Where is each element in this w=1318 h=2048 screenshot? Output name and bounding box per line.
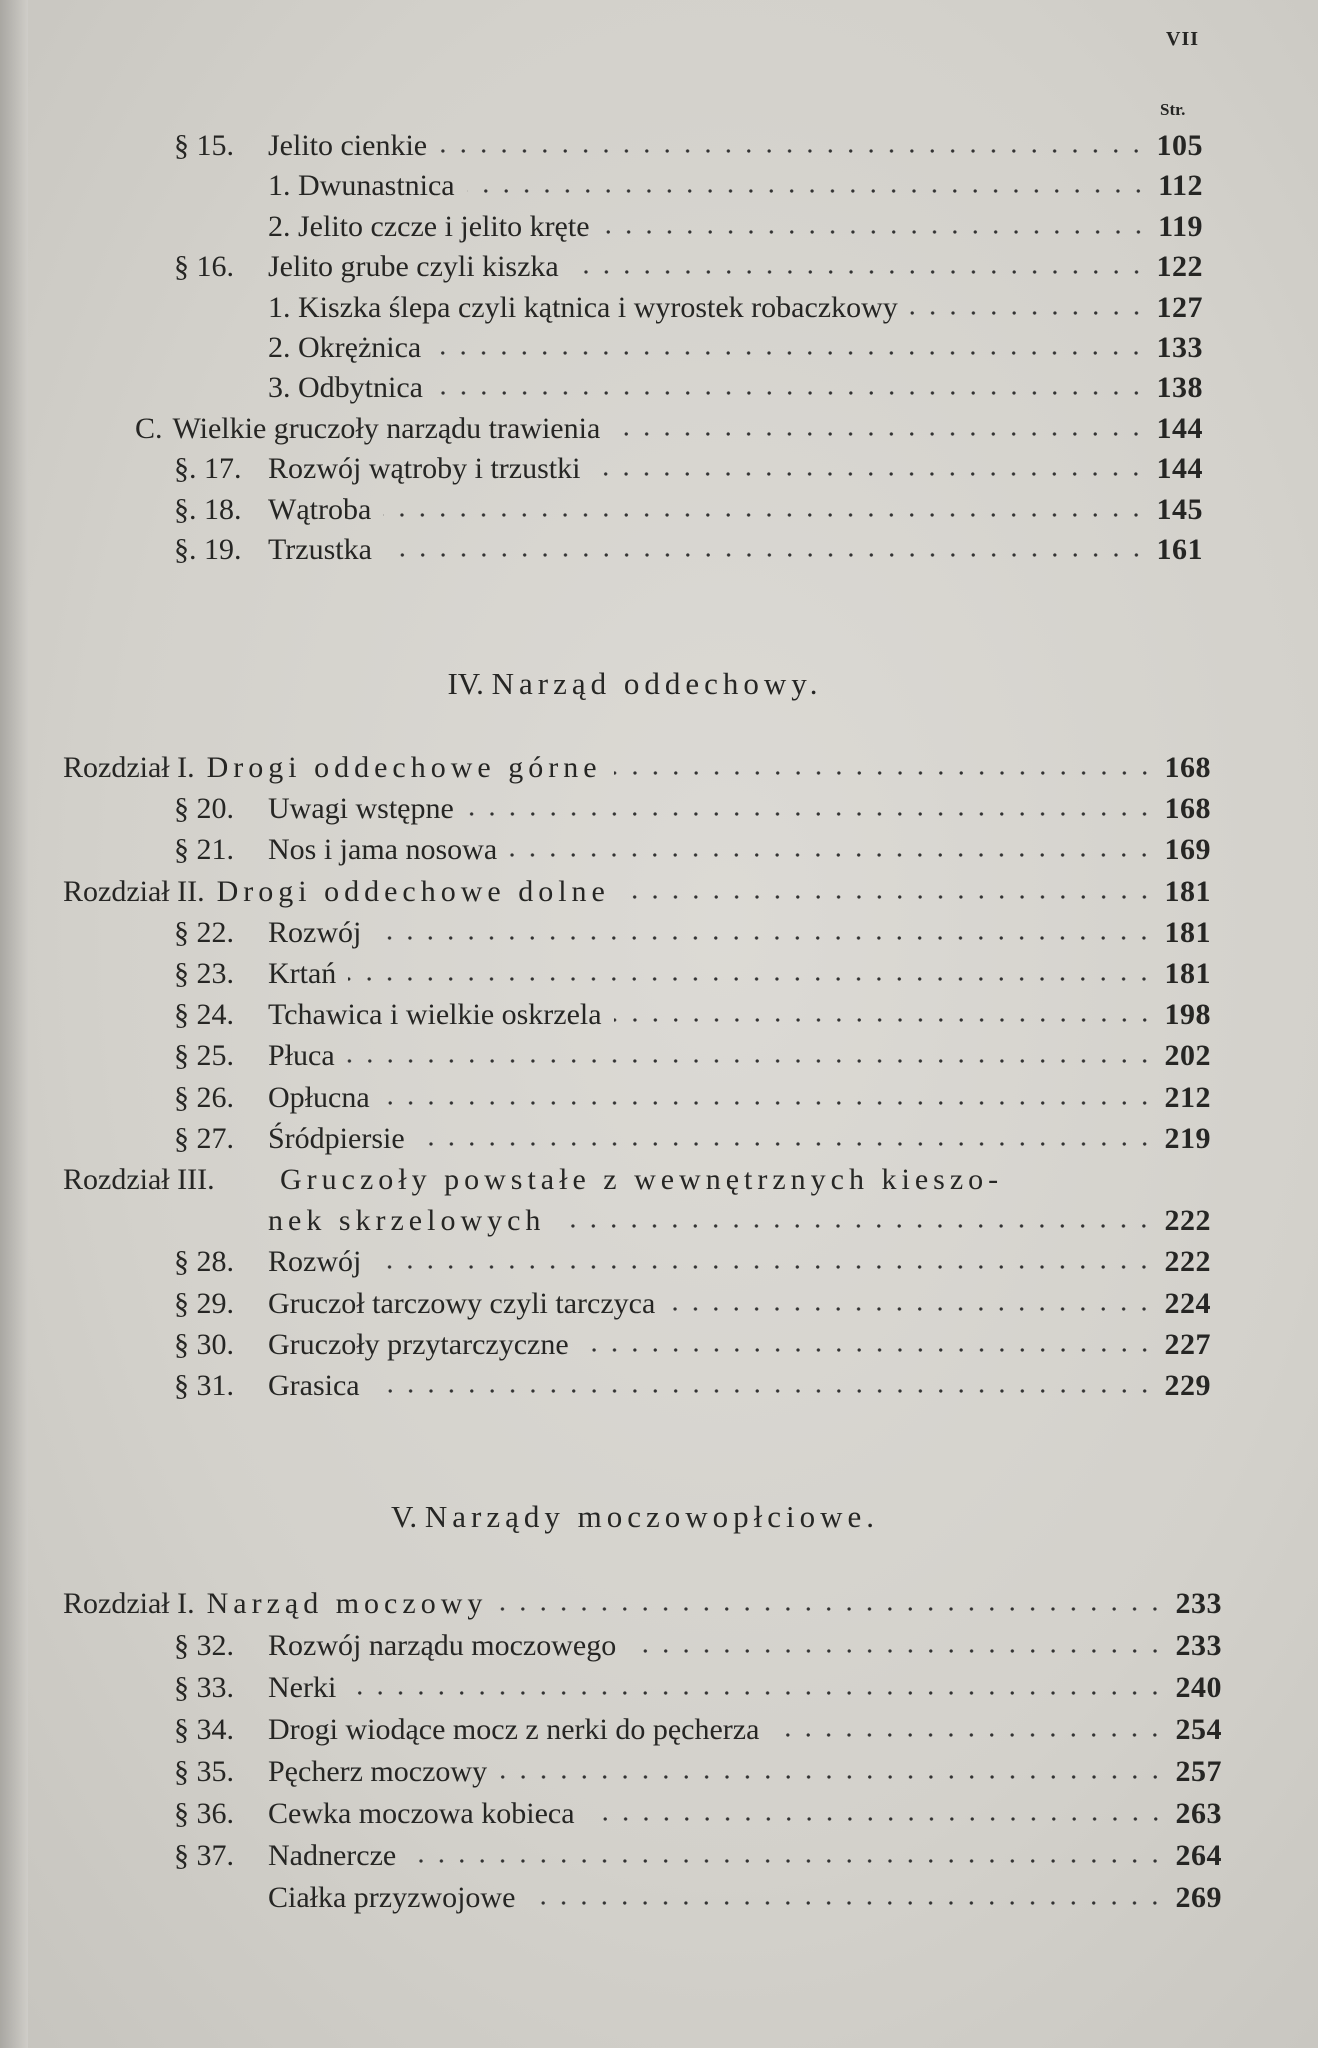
dot-leader — [910, 309, 1147, 317]
toc-entry — [174, 913, 1211, 953]
entry-title: Narząd moczowy — [206, 1587, 488, 1620]
entry-number: § 26. — [174, 1080, 234, 1114]
entry-number: § 30. — [174, 1327, 234, 1361]
entry-title: Opłucna — [268, 1080, 370, 1114]
toc-entry — [174, 1242, 1211, 1282]
dot-leader — [466, 810, 1155, 818]
dot-leader — [435, 389, 1147, 397]
toc-entry — [174, 530, 1203, 570]
toc-entry — [174, 126, 1203, 166]
entry-title: Drogi wiodące mocz z nerki do pęcherza — [268, 1713, 760, 1746]
entry-number: Rozdział III. — [63, 1163, 215, 1196]
entry-page-number: 263 — [1175, 1797, 1222, 1830]
entry-page-number: 105 — [1156, 129, 1203, 162]
entry-page-number: 181 — [1164, 915, 1211, 949]
dot-leader — [509, 851, 1154, 859]
entry-title: 2. Okrężnica — [268, 331, 422, 364]
dot-leader — [383, 511, 1146, 519]
dot-leader — [771, 1731, 1165, 1739]
dot-leader — [417, 1140, 1155, 1148]
entry-page-number: 229 — [1164, 1369, 1211, 1402]
dot-leader — [587, 1815, 1166, 1823]
dot-leader — [612, 430, 1146, 438]
toc-entry — [174, 1119, 1211, 1159]
heading-number: V. — [390, 1499, 418, 1534]
entry-title: Nos i jama nosowa — [268, 833, 498, 867]
toc-entry — [174, 1794, 1222, 1834]
heading-title: Narząd oddechowy. — [491, 666, 823, 701]
entry-number: §. 18. — [174, 492, 242, 526]
entry-number: § 15. — [174, 129, 234, 162]
dot-leader — [499, 1773, 1165, 1781]
toc-entry — [174, 1078, 1211, 1118]
entry-title: Rozwój wątroby i trzustki — [268, 452, 581, 486]
entry-number: § 33. — [174, 1671, 234, 1704]
entry-page-number: 222 — [1164, 1245, 1211, 1279]
entry-number: §. 19. — [174, 533, 242, 566]
toc-entry — [174, 789, 1211, 829]
section-heading-v — [0, 1499, 1270, 1535]
entry-page-number: 168 — [1164, 751, 1211, 784]
entry-page-number: 233 — [1175, 1629, 1222, 1662]
entry-number: § 16. — [174, 250, 234, 284]
dot-leader — [373, 1263, 1154, 1271]
entry-title: Drogi oddechowe górne — [206, 751, 602, 784]
entry-title: 1. Dwunastnica — [268, 169, 455, 203]
entry-title: Rozwój narządu moczowego — [268, 1629, 617, 1662]
entry-title: Nadnercze — [268, 1839, 397, 1872]
entry-number: Rozdział II. — [63, 874, 205, 908]
entry-page-number: 181 — [1164, 957, 1211, 990]
toc-entry — [63, 1160, 1211, 1200]
toc-entry — [135, 409, 1203, 449]
entry-page-number: 219 — [1164, 1121, 1211, 1155]
entry-number: § 24. — [174, 998, 234, 1032]
dot-leader — [348, 975, 1154, 983]
entry-page-number: 133 — [1156, 331, 1203, 364]
entry-title: Trzustka — [268, 533, 372, 566]
dot-leader — [408, 1857, 1165, 1865]
page-column-label: Str. — [1160, 100, 1186, 119]
dot-leader — [373, 934, 1154, 942]
entry-title: Tchawica i wielkie oskrzela — [268, 998, 602, 1032]
dot-leader — [527, 1899, 1165, 1907]
dot-leader — [557, 1222, 1154, 1230]
entry-title: Drogi oddechowe dolne — [216, 874, 610, 908]
dot-leader — [439, 147, 1146, 155]
entry-page-number: 161 — [1156, 533, 1203, 566]
entry-title: Krtań — [268, 957, 337, 990]
toc-entry — [268, 166, 1203, 206]
entry-page-number: 224 — [1164, 1286, 1211, 1320]
entry-number: § 35. — [174, 1755, 234, 1788]
entry-page-number: 122 — [1156, 250, 1203, 284]
entry-page-number: 127 — [1156, 290, 1203, 324]
entry-page-number: 138 — [1156, 371, 1203, 405]
entry-title: Pęcherz moczowy — [268, 1755, 488, 1788]
entry-title: Cewka moczowa kobieca — [268, 1797, 575, 1830]
heading-title: Narządy moczowopłciowe. — [424, 1499, 880, 1534]
toc-entry — [174, 1626, 1222, 1666]
dot-leader — [467, 187, 1149, 195]
toc-entry — [268, 1878, 1222, 1918]
entry-number: §. 17. — [174, 452, 242, 486]
entry-title: Śródpiersie — [268, 1121, 405, 1155]
entry-number: § 23. — [174, 957, 234, 990]
dot-leader — [581, 1346, 1155, 1354]
toc-entry — [174, 490, 1203, 530]
entry-title: Grasica — [268, 1369, 360, 1402]
dot-leader — [1015, 1181, 1201, 1189]
entry-title: Gruczoły przytarczyczne — [268, 1327, 569, 1361]
toc-entry — [268, 288, 1203, 328]
entry-number: § 32. — [174, 1629, 234, 1662]
dot-leader — [347, 1057, 1155, 1065]
dot-leader — [667, 1305, 1154, 1313]
entry-number: C. — [135, 411, 163, 445]
toc-entry — [63, 1584, 1222, 1624]
dot-leader — [382, 1099, 1155, 1107]
entry-title: nek skrzelowych — [268, 1204, 546, 1238]
dot-leader — [372, 1387, 1155, 1395]
dot-leader — [614, 769, 1155, 777]
dot-leader — [614, 1016, 1155, 1024]
toc-entry — [174, 1752, 1222, 1792]
entry-page-number: 233 — [1175, 1587, 1222, 1620]
entry-title: Płuca — [268, 1039, 335, 1073]
toc-entry — [63, 872, 1211, 912]
heading-number: IV. — [447, 666, 484, 701]
entry-title: Ciałka przyzwojowe — [268, 1881, 516, 1914]
entry-page-number: 202 — [1164, 1039, 1211, 1073]
section-heading-iv — [0, 666, 1270, 702]
entry-page-number: 254 — [1175, 1713, 1222, 1746]
entry-page-number: 222 — [1164, 1204, 1211, 1238]
toc-entry — [174, 1325, 1211, 1365]
entry-page-number: 257 — [1175, 1755, 1222, 1788]
entry-number: § 22. — [174, 915, 234, 949]
entry-title: Gruczoł tarczowy czyli tarczyca — [268, 1286, 656, 1320]
toc-entry — [268, 368, 1203, 408]
toc-entry — [174, 1710, 1222, 1750]
dot-leader — [384, 551, 1147, 559]
toc-entry — [174, 449, 1203, 489]
dot-leader — [622, 893, 1155, 901]
entry-title: Rozwój — [268, 1245, 362, 1279]
entry-page-number: 269 — [1175, 1881, 1222, 1914]
page-folio: VII — [1166, 28, 1200, 50]
toc-entry — [174, 1366, 1211, 1406]
entry-number: Rozdział I. — [63, 751, 195, 784]
entry-title: Uwagi wstępne — [268, 792, 454, 826]
toc-entry — [174, 995, 1211, 1035]
dot-leader — [592, 470, 1146, 478]
toc-entry — [268, 207, 1203, 247]
toc-entry — [268, 328, 1203, 368]
entry-number: § 31. — [174, 1369, 234, 1402]
entry-page-number: 240 — [1175, 1671, 1222, 1704]
toc-entry — [174, 1668, 1222, 1708]
entry-page-number: 119 — [1158, 209, 1203, 243]
entry-number: § 34. — [174, 1713, 234, 1746]
entry-number: § 37. — [174, 1839, 234, 1872]
toc-entry — [174, 1284, 1211, 1324]
entry-number: § 21. — [174, 833, 234, 867]
dot-leader — [571, 268, 1147, 276]
entry-page-number: 227 — [1164, 1327, 1211, 1361]
dot-leader — [602, 228, 1149, 236]
entry-number: § 20. — [174, 792, 234, 826]
entry-page-number: 198 — [1164, 998, 1211, 1032]
toc-entry — [63, 748, 1211, 788]
entry-title: 2. Jelito czcze i jelito kręte — [268, 209, 590, 243]
entry-page-number: 112 — [1158, 169, 1203, 203]
entry-number: Rozdział I. — [63, 1587, 195, 1620]
entry-title: Nerki — [268, 1671, 337, 1704]
entry-page-number: 181 — [1164, 874, 1211, 908]
entry-page-number: 212 — [1164, 1080, 1211, 1114]
entry-page-number: 144 — [1156, 452, 1203, 486]
entry-page-number: 264 — [1175, 1839, 1222, 1872]
entry-title: 3. Odbytnica — [268, 371, 423, 405]
entry-title: 1. Kiszka ślepa czyli kątnica i wyrostek robaczkowy — [268, 290, 898, 324]
entry-page-number: 145 — [1156, 492, 1203, 526]
entry-title: Rozwój — [268, 915, 362, 949]
toc-entry — [174, 1036, 1211, 1076]
toc-entry — [174, 830, 1211, 870]
entry-page-number: 169 — [1164, 833, 1211, 867]
toc-entry — [174, 1836, 1222, 1876]
toc-entry — [174, 247, 1203, 287]
entry-number: § 25. — [174, 1039, 234, 1073]
toc-entry — [268, 1201, 1211, 1241]
entry-number: § 27. — [174, 1121, 234, 1155]
dot-leader — [499, 1605, 1165, 1613]
entry-title: Wątroba — [268, 492, 372, 526]
entry-page-number: 144 — [1156, 411, 1203, 445]
entry-title: Gruczoły powstałe z wewnętrznych kieszo- — [280, 1163, 1004, 1196]
entry-title: Jelito grube czyli kiszka — [268, 250, 559, 284]
book-gutter-shadow — [0, 0, 28, 2048]
dot-leader — [348, 1689, 1165, 1697]
entry-number: § 29. — [174, 1286, 234, 1320]
entry-number: § 28. — [174, 1245, 234, 1279]
entry-title: Wielkie gruczoły narządu trawienia — [172, 411, 601, 445]
dot-leader — [433, 349, 1146, 357]
entry-title: Jelito cienkie — [268, 129, 428, 162]
dot-leader — [628, 1647, 1165, 1655]
toc-entry — [174, 954, 1211, 994]
entry-number: § 36. — [174, 1797, 234, 1830]
entry-page-number: 168 — [1164, 792, 1211, 826]
